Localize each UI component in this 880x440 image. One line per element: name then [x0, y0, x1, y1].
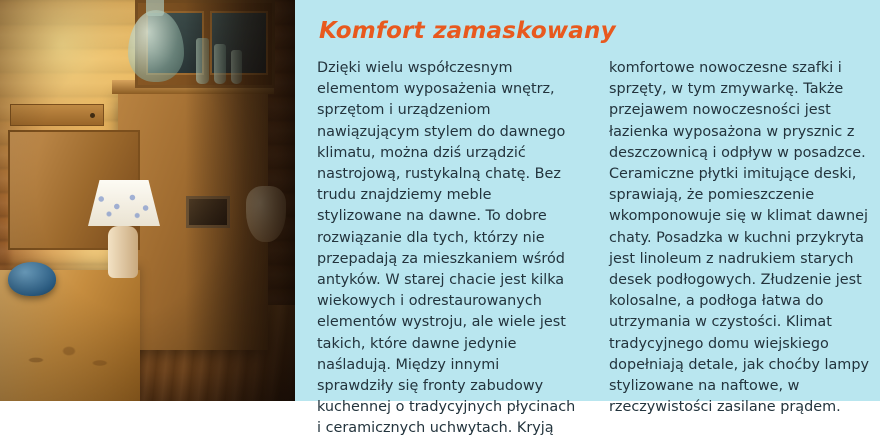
photo-shadow-gradient	[185, 0, 295, 401]
demijohn-neck	[146, 0, 164, 16]
article-column-right	[609, 58, 871, 440]
article-paragraph: komfortowe nowoczesne szafki i sprzęty, w tym zmywarkę. Także przejawem nowoczesności jest łazienka wyposażona w prysznic z deszczownicą i odpływ w posadzce. Ceramiczne płytki imitujące deski, sprawiają, że pomieszczenie wkomponowuje się w klimat dawnej chaty. Posadzka w kuchni przykryta jest linoleum z nadrukiem starych desek podłogowych. Złudzenie jest kolosalne, a podłoga łatwa do utrzymania w czystości. Klimat tradycyjnego domu wiejskiego dopełniają detale, jak choćby lampy stylizowane na naftowe, w rzeczywistości zasilane prądem.	[609, 60, 869, 416]
article-paragraph: Dzięki wielu współczesnym elementom wyposażenia wnętrz, sprzętom i urządzeniom nawiązującym stylem do dawnego klimatu, można dziś urządzić nastrojową, rustykalną chatę. Bez trudu znajdziemy meble stylizowane na dawne. To dobre rozwiązanie dla tych, którzy nie przepadają za mieszkaniem wśród antyków. W starej chacie jest kilka wiekowych i odrestaurowanych elementów wystroju, ale wiele jest takich, które dawne jedynie naśladują. Między innymi sprawdziły się fronty zabudowy kuchennej o tradycyjnych płycinach i ceramicznych uchwytach. Kryją	[317, 60, 576, 437]
table-carved-ornament	[14, 330, 124, 390]
article-column-left	[317, 58, 579, 440]
article-columns	[317, 58, 871, 440]
table-lamp-base	[108, 226, 138, 278]
blue-teapot	[8, 262, 56, 296]
rustic-interior-photo	[0, 0, 295, 401]
drawer-knob-icon	[90, 113, 95, 118]
article-headline: Komfort zamaskowany	[319, 18, 616, 44]
cabinet-drawer-1	[10, 104, 104, 126]
lamp-shade-pattern	[94, 190, 154, 220]
article-text-panel	[295, 0, 880, 437]
